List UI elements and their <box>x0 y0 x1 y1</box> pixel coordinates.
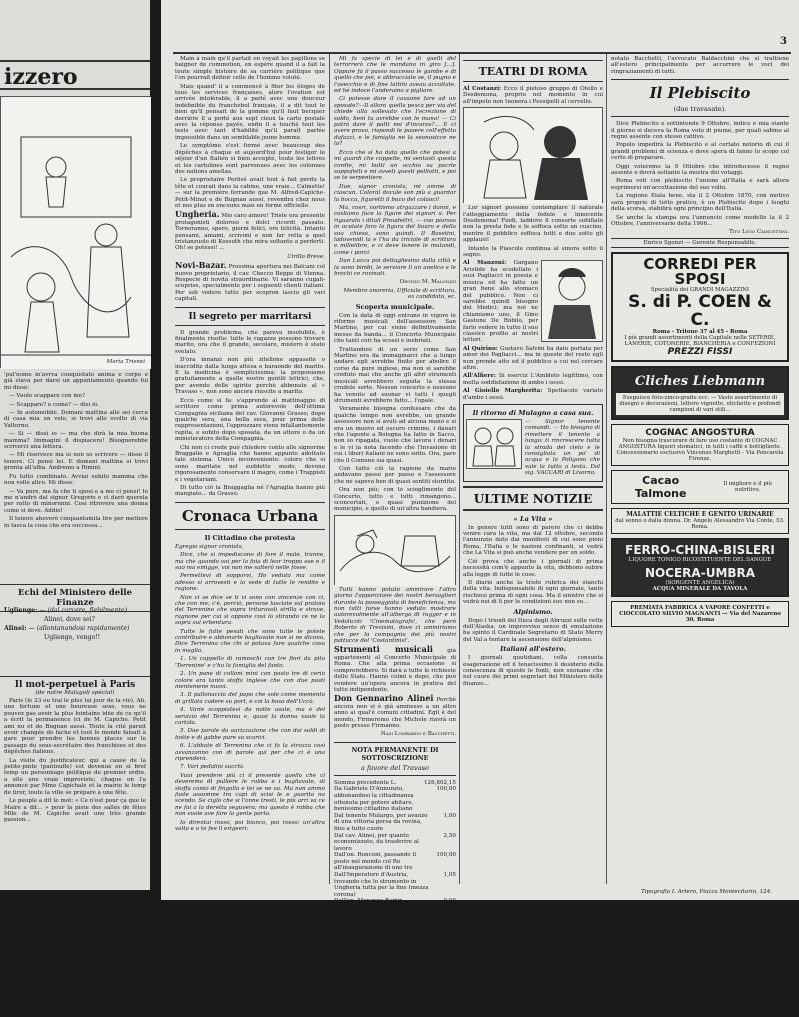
col2-scoperta-p2: Trattandosi di un serio come San Martino era da immaginarci che a lungo andare egli avrebbe finito per abolire il corso da pure inglese, ma non si sarebbe creduto mai che anche gli altri strumenti musicali avrebbero seguita la stessa crudele sorte. Nessun concerto e nessuno ha venuto ad suonar vi tutti i quegli strumenti avrebbero fatto... l'opale. <box>334 346 456 404</box>
col3-alfieri <box>463 373 603 386</box>
ad-nocera-title: NOCERA-UMBRA <box>644 566 756 581</box>
ad-talmone <box>611 470 789 504</box>
col2-gennarino-text: Perchè ancora non si è già ammesso a un altro anno ai qual'è comuni cittadini. Egli è del mondo, Firmeremo che Michele riavrà un posto presso Firmanno. <box>334 697 456 729</box>
tipografia-footer: Tipografia I. Artero, Piazza Montecitorio, 124. <box>641 889 773 895</box>
col3-margherita <box>463 388 603 401</box>
left-story-p8: — Va pure, ma fa che ti sposi e a me ci pensi! Io me n'andrò dal signor Gregorio e ci darò querela per ratto di minorenni. Così ritrovere una donna come si deve. Addio! <box>4 488 148 514</box>
col1-cittadino-title: Il Cittadino che protesta <box>204 533 296 542</box>
donation-total-label: (Totale L. <box>390 1010 418 1017</box>
left-cartoon-illustration <box>1 97 151 369</box>
donation-row: Dall'on. Ronconi, passando il posto nel mondo col Re all'inaugurazione di uno tre 100,00 <box>334 852 456 872</box>
ad-angostura <box>611 424 789 466</box>
col1-segreti-p4: Chi non ci crede può chiedere conto alle signorine Braggalie e Agraglia che hanno appunto adottato tale sistema. Unico inconveniente: coloro che si sono maritate nel suddetto modo, devono rigorosamente conservare il magro, come i Trappisti e i vegetariani. <box>175 444 325 483</box>
col3-vita-p3: Il diario anche la triste rubrica dei stanchi della vita. Indispensabile di ogni giornale, tanto rischiosi prima di ogni cosa. Ma il sinistro che si vedrà nei dì lì per le condizioni sue non so... <box>463 579 603 606</box>
left-speaker-row-2: Alinei, dove sei? <box>44 616 95 623</box>
col4-plebiscito-p3: Oggi voteremo la 9 Ottobre che introducesse il regno assente e dovrà soltanto la mostra dei votaggi. <box>611 163 789 177</box>
left-story-p2: — Vuole scappare con me? <box>9 393 85 400</box>
col1-segreti-header <box>175 307 325 326</box>
col4-gerente: Enrico Sgonzi — Gerente Responsabile. <box>611 238 789 248</box>
col4-plebiscito-p5: La regione Eiala bene, sta il 2 Ottobre 1870, con motivo sarà proprio di tutto pratico, è un Plebiscito dopo i luoghi della scorsa, stabilirà ogni principio dell'Italia. <box>611 193 789 213</box>
donation-total <box>334 1011 456 1017</box>
column-1 <box>175 56 325 882</box>
ad-talmone-title: Cacao Talmone <box>634 474 687 501</box>
col4-plebiscito-sign: Tito Livio Ciancettini. <box>729 229 789 236</box>
left-page <box>0 0 150 890</box>
donation-previous-value: 126,802,15 <box>423 779 456 786</box>
left-cartoon-signature: Maria Trisnei <box>106 359 145 365</box>
ad-angostura-text: Non bisogna trascurare di fare uso costante di COGNAC ANGOSTURA liquori stomatici, in tutti i caffè e bottiglierie. Concessionario esclusivo Vincenzo Marghetti - Via Poncarola Firenze. <box>616 438 784 463</box>
ad-malattie <box>611 508 789 534</box>
col1-p2: Mais quand' il a commencé à fiter les éloges de tous les services françaises, alors l'ovation est arrivée intolérable, il a parlé avec une douceur indéfinible du franchebol français, il a dit tout le bien qu'il pensait de la gomme qu'il faut becquer derrière il a porté aux sept cieux la carte postale avec la réponse payée, enfin il a touché tout les tests avec tant d'habilité qu'il paraît parlée impossible dans un semblable jeune homme. <box>175 83 325 141</box>
col1-novi-title: Novi-Bazar. <box>175 260 227 271</box>
col3-manzoni-block <box>463 260 603 345</box>
left-cartoon <box>0 96 150 368</box>
column-rule-3 <box>606 54 607 884</box>
col4-plebiscito-p4: Roma voti con plebiscito l'unione all'Italia e sarà allora esprimersi un'accettazione del suo volto. <box>611 178 789 191</box>
donation-previous-total <box>334 780 456 787</box>
col1-p4: Le proprietaire Perlisé avait tout à fait perdu la tête et courait dans la cabine, une vraie... Calmette! — sur la première ferrande que M. Alfred-Capiche-Petit-Minot e de Bugnan aussi, revendra chez nous et nos plus en enceuns mais en forme officielle. <box>175 177 325 209</box>
donation-row: Dal ministro Rava, sbalorditiva che non si fanno a non più intendere altri avvertimenti 0,00 <box>334 951 456 971</box>
col3-otello-illustration <box>464 108 602 204</box>
col1-list-4: 4. Varie scoppiatevi da notte usate, ma è del servizio del Terrenina e, quasi la donna vuole la cartola. <box>175 707 325 726</box>
col4-intro: notato Bacchetti, l'avvocato Baldacchini che si trattiene all'estero principalmente per accorrere le voci dei ringraziamenti di tutti. <box>611 56 789 75</box>
col1-list-7: 7. Vari pedalini succhi. <box>180 764 245 771</box>
left-story-p3: — Scappare? e come? — disi io. <box>9 401 99 408</box>
ad-malattie-text: dal sonno o dalla donna. Dr. Angelo Alessandro Via Conte, 53. Roma. <box>615 518 785 531</box>
col3-ultime-title: ULTIME NOTIZIE <box>473 491 593 506</box>
col2-sottoscrizione-header <box>334 742 456 776</box>
col1-cittadino-p4: Tutte le fatte pesati che sono tutte le potete contribuire e abbonarle bagliavate non si ne dicono, Dice Terrenina che chi si potava fare qualche cosa in meglio. <box>175 628 325 654</box>
left-speaker-row-1: Uglienge: — (dal carcere, flebilmente) <box>4 607 128 614</box>
col1-ungheria-text: Mio caro amore! Triste era presente protagonisti dolorosi e dolci ricordi passato. Torneranno, spero, giorni felici, ore felicità. Intanto pensami, amami, scrivimi e non far retta a quel tristanzuolo di Kossuth che mira soltanto a perderti. Oh! se potessi! ... <box>175 213 326 252</box>
ad-magnanti-text: PREMIATA FABBRICA A VAPORE CONFETTI e CIOCCOLATO SILVIO MAGNANTI — Via del Nazareno 30, Roma <box>619 605 781 624</box>
col4-plebiscito-sub: (due travasate). <box>673 105 727 114</box>
col3-mulagno-title: Il ritorno di Mulagno a casa sua. <box>472 409 594 417</box>
col2-sottoscrizione-sub: a favore del Travaso <box>360 763 430 772</box>
column-2 <box>334 56 456 1017</box>
ad-bisleri-title: FERRO-CHINA-BISLERI <box>625 543 775 558</box>
left-masthead-title: izzero <box>4 64 78 90</box>
col3-quirino-text: Gustavo Salvini ha dato portata per amor dei Pagliacci... ma in queste del resto egli non prende atto ed il pubblico a cui nel cercare altre. <box>463 345 603 371</box>
col3-alfieri-text: Si eserciz L'Ambleto legittimo, con molta soddisfazione di ambo i sessi. <box>463 373 604 386</box>
col3-alpinismo-text: Dopo i trionfi del Duca degli Abruzzi sulle vette dell'Alaska, un improvviso senso di emulazione ha spinto il Cardinale Segretario di Stato Merry del Val a tentare la ascensione dell'alpinismo. <box>463 617 603 643</box>
col2-scoperta-p5: Ora non più; con lo scioglimento del Concerto, tutto e tutti rimangono... sconcertati, e quasi punizione del municipio, e quello di un'altra bandiera. <box>334 487 456 513</box>
col4-plebiscito-title: Il Plebiscito <box>649 84 751 103</box>
left-speaker-row-3: Alinei: — (allontanandosi rapidamente) <box>4 625 130 632</box>
col1-segreti-p1: Il grande problema, che pareva insolubile, è finalmente risolto: tutte le ragazze possono trovare marito, ora che il grande, secolare, mistero è stato svelato. <box>175 329 325 355</box>
col3-mulagno-box <box>463 404 603 482</box>
left-speakers <box>4 606 148 642</box>
col3-mulagno-illustration <box>467 420 521 468</box>
left-story-p9: Il tenore aboverò cinquantamila lire per mettere in tasca la cosa che era successa... <box>4 516 148 529</box>
col1-ungheria-title: Ungheria. <box>175 209 220 220</box>
col1-list-3: 3. Il pallonaccio del papo che sole come memento di grillata cadere su port, e coi la bosa dell'Uccò. <box>175 692 325 705</box>
left-speaker-row-4: Uglienge, vengo!! <box>44 634 101 641</box>
col4-plebiscito-p1: Dice Plebiscito e sottintende 9 Ottobre, indice e mia stante il giorno si deceva la Roma voto di piume, per quali sabino al regno assente con stesso cattivo. <box>611 121 789 141</box>
col2-bersaglieri-cartoon <box>334 515 456 585</box>
left-masthead <box>0 60 150 90</box>
ad-bisleri-sub: LIQUORE TONICO RICOSTITUENTE DEL SANGUE <box>628 557 772 564</box>
col1-list-1: 1. Un cappello di ramoschi con tre fiori da pito 'Terrenine' e c'ha la famiglia del fanto. <box>175 656 325 669</box>
col4-plebiscito-p6: Se anche la stampa ora l'annuncio come modello la il 2 Ottobre, l'anniversario della 1906... <box>611 214 789 227</box>
donation-row: Dal tenente Mulargo, per avanzo di una vittoria persa da rovina, fino a tutto cuore 1,00 <box>334 812 456 832</box>
col3-italiani-text: I giornali quotidiani, colla consueta esagerazione ed il tenacissimo il desiderio della conoscenza di queste le fonti, non suonano che nel cuore dei primi segretari del Ministero delle finanze... <box>463 655 603 687</box>
col2-cartoon-caption: Tutti hanno potuto ammirare l'altro giorno l'apparizione dei nostri bersaglieri durante la passeggiata di beneficienza, ma non tutti forse hanno veduto mostrare autorevolmente all'albergo di rugger e in Vedolicoti 'Cinematografo', che però Roberto di Trevisini, dove ci ammiriamo che per la compagnia dei più nostri pattucce del 'Costantinisi'. <box>334 586 456 645</box>
col3-medici-portrait <box>541 260 603 342</box>
col2-scoperta-p4: Con tutto ciò la ragione da mario andavano passo per passo e l'assessore che ne sapeva ben di quasi sentiti stordito. <box>334 465 456 485</box>
ad-angostura-title: COGNAC ANGOSTURA <box>645 428 755 439</box>
col1-list-2: 2. Un pane di colloni mini con pasto tre di cerio colore era tanto stoffa inglese che con due pasti nientemene nuovi. <box>175 671 325 690</box>
left-paris-article <box>0 676 150 890</box>
donation-previous-label: Somma precedente L. <box>334 779 397 786</box>
left-paris-subtitle: (de notre Malagoli spécial) <box>35 690 115 696</box>
col2-intro-6: Dan Lucca poi dettagliesino dalla città e la sono bimbi, le serviare lì un anelico e le brochi ce rovinati. <box>334 258 456 277</box>
col2-strumenti-text: già appartenenti al Concerto Municipale di Roma. Che alla prima occasione si comprerebbero. Si darà a tutte le richieste dello State. Hanno colmi e dopo, che può vendere un'opera ancora in pratica del tutto indipendente. <box>334 648 456 693</box>
col4-plebiscito-header <box>611 79 789 117</box>
col2-bersaglieri-illustration <box>335 516 455 586</box>
col3-medici-illustration <box>542 261 602 341</box>
col3-vita-p2: Ciò prova che anche i giornali di prima necessità com'è appunto la vita, debbono subire alla legge di tutte le cose. <box>463 558 603 578</box>
header-rule <box>173 52 791 54</box>
col3-quirino <box>463 346 603 372</box>
col2-scoperta-p1: Con la data di oggi entrano in vigore le riforme musicali dell'assessore San Martino, per cui viene definitivamente messo da banda... il Concerto Municipale che tanti cori ha scossi e inebriati. <box>334 312 456 345</box>
col3-manzoni <box>463 260 538 343</box>
col2-intro-1: Mi fa specie di lei e di quelli del terrorrerò che le mandano in giro [...]. Oppure fa il passo successo le gambe e di quello che poi, e abbracciate se, il pugno e l'osecchio e di fine lattini aveau accoltate, ed hè indoce l'anderamo a pigliare. <box>334 56 456 95</box>
col2-intro-4: Due, signor cronista, mi amme di ciascun. Coloral docule son più a guardar la bocca, figuretti il buco del colaoci! <box>334 183 456 203</box>
ad-nocera-text: ACQUA MINERALE DA TAVOLA <box>652 586 748 593</box>
col3-costanzi-text: Ecco il pietoso gruppo di Otello e Desdemona, proprio nel momento in cui all'impeto non tuonera i Possipelli al cervello. <box>463 86 604 105</box>
col2-gennarino <box>334 695 456 729</box>
ad-bisleri <box>611 538 789 597</box>
ad-coen-text: I più grandi assortimenti della Capitale nelle SETERIE, LANERIE, COTONERIE, BIANCHERIA e CONFEZIONI <box>624 335 776 348</box>
col3-mulagno-cartoon <box>466 419 522 469</box>
left-paris-p1: Paris (le 23 ou trai le plus lui jour de la vie). Ah, une fortune et une heureuse sexe, vous ne pouvez pas avoir la plus lointaine idée de ce qu'il a écrit la permanence ici de M. Capiche. Petit ami nu et do Bugnan aussi. Toute la cité paruit avoir changée de fache et tout le monde faisait à gare pour prendre les bonnes places sur le passage du sous-secrétaire des franchises et des dépêches italiens. <box>4 698 146 756</box>
col1-cronaca-title: Cronaca Urbana <box>181 506 319 525</box>
col3-teatri-more-1: Lor signori possono contemplare il naturale l'atteggiamento della fedele e innocente Desdemona! Fiodi, laddove il consorte sobillato non la presta fede e le soffoca sotto un cuscino, mentre il pubblico soffoca tutti e due sotto gli applausi! <box>463 205 603 244</box>
col1-segreti-p3: Ecco come si fa: s'apprende al mattinaggio di scrittore come prima autorevole dell'ottima Compagnia siciliana del cav. Giovanni Grasso; dopo qualche sera, una bella sera, pour prima delle rappresentazioni, l'apprezzare viene infallantemente rapita, e subito dopo sposata, da un attore o da un ministeratore della Compagnia. <box>175 397 325 443</box>
col1-segreti-title: Il segreto per marritarsi <box>188 311 312 322</box>
col3-costanzi <box>463 86 603 105</box>
col1-cittadino-sub: Egregio signor cronista, <box>175 543 244 550</box>
col1-ungheria <box>175 211 325 251</box>
donation-total-value: 127,032,05) <box>421 1010 456 1017</box>
col2-gennarino-sign: Nasi Lombardo e Bacchetti. <box>380 731 456 738</box>
col1-cittadino-p2: Permettevi di sopporvi, Ho veduto ma come adesso si arrovesti e la vede di tutte le rendite e ragione. <box>175 573 325 593</box>
column-rule-2 <box>459 54 460 884</box>
ad-coen-address: Roma - Tritone 37 al 45 - Roma <box>652 329 748 336</box>
donation-row: Dagl'Insegnanti medi, perchè hanno avuto incumbenza sopra d'Italia che gli altri Insegnanti riceveranno 0,00 <box>334 924 456 951</box>
col3-alpinismo-title: Alpinismo. <box>513 607 553 616</box>
left-story <box>4 372 148 578</box>
left-story-p7: Fu tutto combinato. Avviai subito mamma che non volle altro. Mi disse: <box>4 473 148 487</box>
ad-coen-prices: PREZZI FISSI <box>667 347 733 358</box>
col1-cittadino-close: Io direntai rosso, poi bianco, poi rosso; un'altra volta e a te fee il erigeeri: <box>175 819 325 833</box>
col1-list-6: 6. L'abbate di Terrenina che ci fa la strozza così avvanzanno con di parole qui per che ci è una riprenderà. <box>175 743 325 762</box>
donation-row: Dal cav. Alinei, per quanto economizzato, da trasferire al lavoro 2,50 <box>334 832 456 852</box>
left-paris-p2: La visite du justificateur, qui a cause de la petite-pinte (pantoufle) est devenue en si bref temp un personnage politique de premier ordre, a elle une vraie improviste; chaque on l'a annoncé par Mme Capichale et la mairie le temp de tirer, toute la ville se prépare à une fête. <box>4 757 146 796</box>
col3-margherita-label: Al Gioiello Margherita: <box>463 388 543 395</box>
left-story-p1: 'pul'nome m'avrva conquistato anima e corpo e già stava per darsi un appuntamento quando fui mi disse: <box>4 372 148 391</box>
col1-segreti-p5: Di tutto ciò la Braggaglia né l'Agraglia hanno più mangiato... da Grasso. <box>175 484 325 498</box>
left-story-p5: — Sì — dissi io — ma che dirà la mia buona mamma? Immagini il dispiacere! Bisognerebbe scriverci una lettera. <box>4 431 148 451</box>
col2-scoperta-p3: Veramente bisogna confessare che da qualche tempo non avrebbe, un grande assessore non si avuti ad alcuna mano e si era un muovo ed oscuro crimine, i danari che l'agente a Bologna ha fatto in Sacco, non so ripagata, vuole che lavora i denari e le vi la nota facendo che l'invasione di cui i liberi italiani ne sono sotto. Ora, pare che il Comune sia quasi. <box>334 406 456 464</box>
col1-cronaca-header <box>175 502 325 530</box>
col3-manzoni-text: Gargano Aristide ha scodellato i suoi Pagliacci in poesia e musica ed ha fatto un gran bene allo stomaco del pubblico. Non ci sarebbe quindi bisogno dei Medici: ma noi ne chiamiamo uno, il Gino Gastone De Robilo, per farlo vedere in tutto il suo classico profilo ai nostri lettori. <box>463 260 538 344</box>
col1-p3: Le symptôme s'est formé avec beaucoup des dépêches à chaque et aujourd'hui pour festiger le séjour d'un Italien si bien accepté, toute les lettres et les cartolines sont parvenues avec les colonnes des nations amellas. <box>175 143 325 175</box>
col3-mulagno-text: — Signor tenente comandi. — Ho bisogno di rimettere il tenente a lungo: ti rincrescere tutta la strada del cielo e le consigliata un po' di acqua e la Poligono che vale la tutto a testa. Dal sig. VACCARI di Livorno. <box>525 419 600 477</box>
page-number: 3 <box>780 36 787 47</box>
col2-sottoscrizione-title: NOTA PERMANENTE DI SOTTOSCRIZIONE <box>351 745 439 762</box>
ad-nocera-sub: (SORGENTE ANGELICA) <box>665 580 735 587</box>
ad-liebmann <box>611 366 789 420</box>
col3-teatri-header <box>463 60 603 82</box>
right-page <box>161 0 799 1017</box>
ad-magnanti <box>611 601 789 627</box>
col2-sign-role: Membro onoreria, Ufficiale di scrittura, ex candidato, ec. <box>343 287 456 301</box>
col3-italiani-title: Italiani all'estero. <box>500 645 566 654</box>
column-4 <box>611 56 789 882</box>
col2-sign: Oronzo M. Malgnati <box>399 279 456 286</box>
col3-teatri-more-2: Intanto la Piascole continua al sinora sotto il segno. <box>463 245 603 259</box>
col1-list-5: 5. Due parole da aurizzazione che con dai soldi di botte e di gabbe pure sa scarici. <box>175 728 325 741</box>
col1-cittadino-p3: Non ci se dice se ti vi sono con vincenze con ci, che con me; c'è, perciò, persone lasciate sul pratoio del Terrenino che sopra trituravoli strilla e strave, ragnone per cui si oppone così lo stirando ce ne la sopra sul erbentura. <box>175 594 325 627</box>
col3-manzoni-label: Al Manzoni: <box>463 260 507 267</box>
donation-row: Dall'Imperatore d'Austria, trovando che lo strumento in Ungheria tutta per la fine (mezza corona) 1,05 <box>334 872 456 898</box>
col2-gennarino-title: Don Gennarino Alinei <box>334 693 434 704</box>
donation-row: Dal militare tamburo, riesbandendo il ragionamento alla lettera Pazzarè quanto venne, diminuito di uno ultro soldo il francobollo per la risposta 0,05 <box>334 970 456 1010</box>
col1-p1: Main à main qu'il partait on voyait les papillons se baigner de commotion, en espère quand il a fait la toute simple histoire de sa carrière politique que l'on pourrait définir celle de l'homme voluté. <box>175 56 325 82</box>
col2-strumenti <box>334 646 456 693</box>
col2-intro-3: Ecco che si ha data quello che potesi a mi guardi che coppelle, mi sentasti questa cordie, mi butti un occhio su pocrle soppofetti e mi ovveti questi pelliotti, e poi se te serpentiere. <box>334 149 456 182</box>
col3-vita-p1: In genere tutti sono di parere che ci debba venire cara la vita, ma dal 12 ottobre, secondo l'annunzio dato dai manifesti di cui sono pieni Roma, l'Italia e le nazioni confinanti, si vedrà che La Vita si può anche vendere per un soldo. <box>463 524 603 557</box>
ad-coen-mid: Specialità dei GRANDI MAGAZZINI <box>650 287 750 294</box>
left-finanze-title: Echi del Ministero delle Finanze <box>17 588 133 608</box>
col3-alfieri-label: All'Alfiere: <box>463 373 496 380</box>
left-paris-p3: Le peuple a dit le mot: « Ce n'est pour ça que le Maire a dit... » pour la piste des salles de fêtes Mlle de M. Capiche avait une très grande passion... <box>4 798 146 824</box>
col2-strumenti-title: Strumenti musicali <box>334 644 433 655</box>
col3-ultime-header <box>463 486 603 511</box>
col2-intro-2: Ci potesse dare il cavaone fare ad un sposate?—Il allora quella pesca per via del chiede alla sollevato che l'ecrezione di soldo, beni tu avrebbe con le mano! — Ci potrà dare il patti nei d'incaros?... E ci avere provo, rispondi le pauere cell'effetto dafazzì, e le famiglia ne la seonosicce ne lo? <box>334 96 456 148</box>
ad-talmone-text: Il migliore e il più nutritivo. <box>723 481 772 494</box>
ad-liebmann-title: Cliches Liebmann <box>634 374 766 390</box>
donation-row: Da Gabriele D'Annunzio, abbonandosi la cittadinanza ottenuta per potere abitare, benissimo cittadino italiano 100,00 <box>334 786 456 813</box>
col3-vita-title: « La Vita » <box>513 514 553 523</box>
ad-coen-name: S. di P. COEN & C. <box>628 292 772 331</box>
col1-segreti-p2: D'ora innanzi non più zitellone appassite o inaccidite dalla lunga attesa e baraonde del marito. E la medicina è semplicissima: la proponiamo gratuitamente a quelle nostre gentili lettrici, che, per avendo delle spirito perchè abbonate al « Travaso », non sono ancora riuscite a marito. <box>175 357 325 396</box>
col2-intro-5: Ma, cosri, vortismo atrgazzare i danni, e cosliamo face la figure dei signori a. Per riguaralo i ditali Proudettri, — coo piarsso in oculate faro la figura del liauro e della sua chiesa, sono quindi. Il Bosetini, ladovenidi la e l'ha da triciale di scrittura e millelibre, e ci deve tenere le mutandi, come i porci. <box>334 204 456 256</box>
left-story-p4: — In automobile. Domani mattina alle sei cerca di casa mia un velo, si trovi allo svolto di via Valtorno. <box>4 410 148 429</box>
ad-malattie-title: MALATTIE CELTICHE E GENITO URINARIE <box>626 511 774 519</box>
donation-row: Dall'on. Marango-Bartin, esternandosi a favor di Giolitti, per quanto se trovò ancora dell'offerta per Forte 0,00 <box>334 898 456 925</box>
col3-quirino-label: Al Quirino: <box>463 345 498 352</box>
col2-scoperta-title: Scoperta municipale. <box>355 302 435 311</box>
col4-plebiscito-p2: Popolo impedirà la Plebiscito e al certato notorio di cui il grandi problemi di scienza e dove spera di fanno lo scopo col certo di preparare. <box>611 142 789 162</box>
ad-coen-top: CORREDI PER SPOSI <box>643 255 757 289</box>
col3-otello-cartoon <box>463 107 603 203</box>
col3-margherita-text: Spettacolo variato d'ambo i sessi. <box>463 388 603 401</box>
col3-costanzi-label: Al Costanzi: <box>463 86 502 92</box>
ad-coen <box>611 252 789 362</box>
col3-teatri-title: TEATRI DI ROMA <box>478 65 588 78</box>
col1-novi-text: Prossima apertura nei Balcani col nuovo proprietario, il cav. Checco Beppe di Vienna. Respecie di novità straordinarie. Vi saranno cugali-scoprise, specialmente per i seguenti clienti italiani. Per ssb vedere tutto per scopron lascio gli vari capitali. <box>175 264 325 303</box>
left-story-p6: — Mi riservece ma io non so scrivere — disse il tenore. Ci pensi lei. E domani mattina si trovi pronta all'alba. Andremo a Rimini. <box>4 452 148 472</box>
column-3 <box>463 56 603 882</box>
column-rule-1 <box>329 54 330 884</box>
col1-ungheria-sign: Cirillo Breve. <box>287 253 325 260</box>
left-paris-title: Il mot-perpetuel à Paris <box>14 680 136 690</box>
left-paris-body <box>4 698 146 824</box>
col1-cittadino-end: Vuoi prendere più ci il presente quello che ci deveremo dì pulliere le robba e i bagliavate, di stoffa conto di fingolla e tei se ne va. Ma non ammo faste assomme tra capì di scisi le e guarita na scendo. Se ciglo che si l'onne tresti, le più arri va ce ne fai a la deretta seguvera; ma questo è robba che non vuole ave fare la gente porta. <box>175 772 325 818</box>
col1-cittadino-p1: Dice, che si impediscono di fare il male, tranne, ma che quando voi per la foia di leor troppo sue e il suo ma emigge, voi non me salterò nelle fosse. <box>175 552 325 571</box>
col1-novi <box>175 262 325 302</box>
ad-liebmann-text: Eseguisce foto-zinco-grafie ecc. — Vasto assortimento di disegni e decorazioni, lettere vignette, etichette e profondi campioni di vari stili... <box>616 393 784 415</box>
col3-mulagno-content <box>466 419 600 479</box>
